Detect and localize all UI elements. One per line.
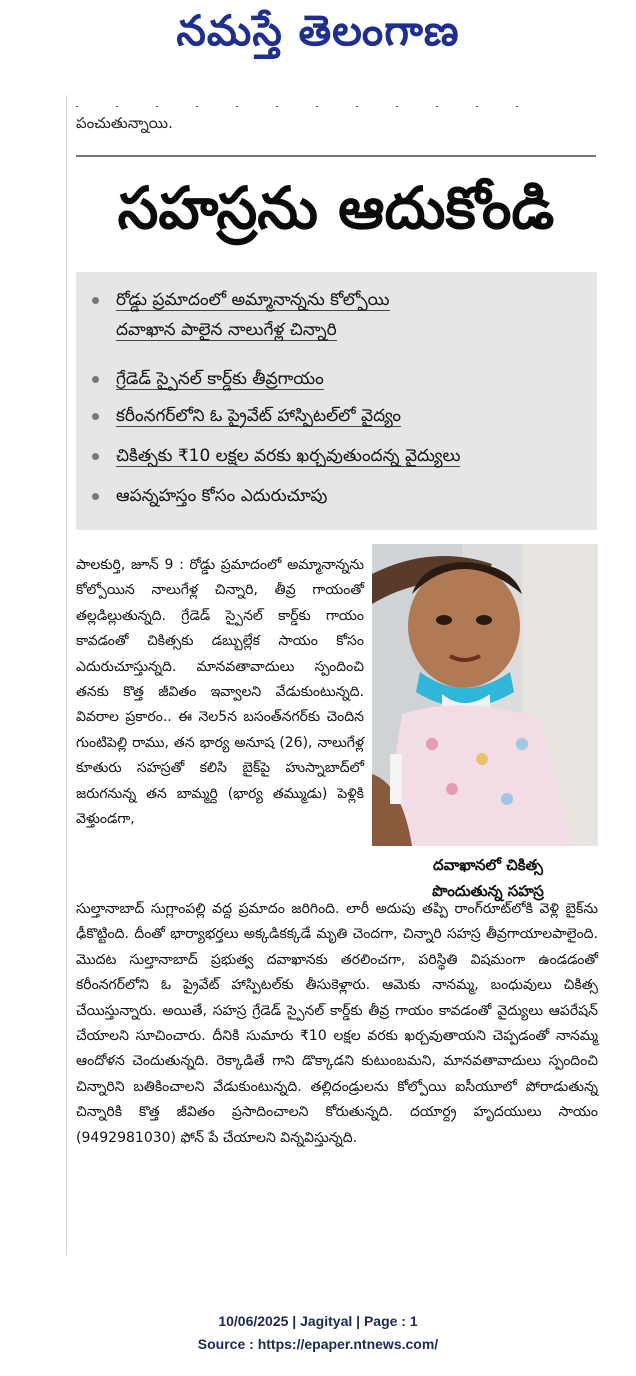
bullet-dot-icon: [92, 453, 99, 460]
child-hospital-photo: [372, 544, 598, 846]
bullet-dot-icon: [92, 413, 99, 420]
photo-caption: దవాఖానలో చికిత్స పొందుతున్న సహస్ర: [432, 856, 544, 900]
article-headline: సహస్రను ఆదుకోండి: [117, 174, 555, 242]
highlight-text: రోడ్డు ప్రమాదంలో అమ్మానాన్నను కోల్పోయి: [116, 290, 390, 310]
highlight-item: [92, 482, 592, 510]
highlight-item: [92, 286, 592, 314]
bullet-dot-icon: [92, 297, 99, 304]
footer-edition-line: 10/06/2025 | Jagityal | Page : 1: [218, 1313, 418, 1329]
previous-article-cut-text: [76, 99, 592, 107]
highlight-item: [92, 402, 592, 430]
highlight-text: కరీంనగర్‌లోని ఓ ప్రైవేట్ హాస్పిటల్‌లో వైద్యం: [116, 406, 402, 426]
highlight-text: గ్రేడెడ్ స్పైనల్ కార్డ్‌కు తీవ్రగాయం: [116, 369, 324, 389]
highlights-box: [76, 272, 597, 530]
highlight-item: [92, 365, 592, 393]
photo-illustration: [372, 544, 598, 846]
bullet-dot-icon: [92, 376, 99, 383]
article-body-part2: సుల్తానాబాద్ సుగ్లాంపల్లి వద్ద ప్రమాదం జరిగింది. లారీ అదుపు తప్పి రాంగ్‌రూట్‌లోకి వెళ్లి బైక్‌ను ఢీకొట్టింది. దీంతో భార్యాభర్తలు అక్కడికక్కడే మృతి చెందగా, చిన్నారి సహస్ర తీవ్రగాయాలపాలైంది. మొదట సుల్తానాబాద్ ప్రభుత్వ దవాఖానకు తరలించగా, పరిస్థితి విషమంగా ఉండడంతో కరీంనగర్‌లోని ఓ ప్రైవేట్ హాస్పిటల్‌కు తీసుకెళ్లారు. ఆమెకు నానమ్మ, బంధువులు చికిత్స చేయిస్తున్నారు. అయితే, సహస్ర గ్రేడెడ్ స్పైనల్ కార్డ్‌కు తీవ్ర గాయం కావడంతో వైద్యులు ఆపరేషన్ చేయాలని సూచించారు. దీనికి సుమారు ₹10 లక్షల వరకు ఖర్చవుతాయని చెప్పడంతో నానమ్మ ఆందోళన చెందుతున్నది. రెక్కాడితే గాని డొక్కాడని కుటుంబమని, మానవతావాదులు స్పందించి చిన్నారిని బతికించాలని వేడుకుంటున్నది. తల్లిదండ్రులను కోల్పోయి ఐసీయూలో పోరాడుతున్న చిన్నారికి కొత్త జీవితం ప్రసాదించాలని కోరుతున్నది. దయార్ద్ర హృదయులు సాయం (9492981030) ఫోన్ పే చేయాలని విన్నవిస్తున్నది.: [76, 901, 598, 1146]
article-body-part1: పాలకుర్తి, జూన్ 9 : రోడ్డు ప్రమాదంలో అమ్మానాన్నను కోల్పోయిన నాలుగేళ్ల చిన్నారి, తీవ్ర గాయంతో తల్లడిల్లుతున్నది. గ్రేడెడ్ స్పైనల్ కార్డ్‌కు గాయం కావడంతో చికిత్సకు డబ్బుల్లేక సాయం కోసం ఎదురుచూస్తున్నది. మానవతావాదులు స్పందించి తనకు కొత్త జీవితం ఇవ్వాలని వేడుకుంటున్నది. వివరాల ప్రకారం.. ఈ నెల5న బసంత్‌నగర్‌కు చెందిన గుంటిపెల్లి రాము, తన భార్య అనూష (26), నాలుగేళ్ల కూతురు సహస్రతో కలిసి బైక్‌పై హుస్నాబాద్‌లో జరుగనున్న తన బామ్మర్ది (భార్య తమ్ముడు) పెళ్లికి వెళ్తుండగా,: [76, 557, 364, 828]
highlight-text: దవాఖాన పాలైన నాలుగేళ్ల చిన్నారి: [116, 320, 337, 340]
newspaper-masthead: [0, 6, 636, 66]
highlight-item: [92, 442, 592, 470]
section-rule: [76, 155, 596, 157]
footer-source-line: Source : https://epaper.ntnews.com/: [197, 1336, 439, 1352]
highlight-text: ఆపన్నహస్తం కోసం ఎదురుచూపు: [116, 486, 328, 506]
column-divider: [66, 95, 67, 1255]
highlight-item-continued: [92, 316, 592, 344]
highlight-text: చికిత్సకు ₹10 లక్షల వరకు ఖర్చవుతుందన్న వైద్యులు: [116, 446, 461, 466]
masthead-title: నమస్తే తెలంగాణ: [176, 6, 460, 55]
previous-article-tail: పంచుతున్నాయి.: [76, 114, 173, 132]
bullet-dot-icon: [92, 493, 99, 500]
